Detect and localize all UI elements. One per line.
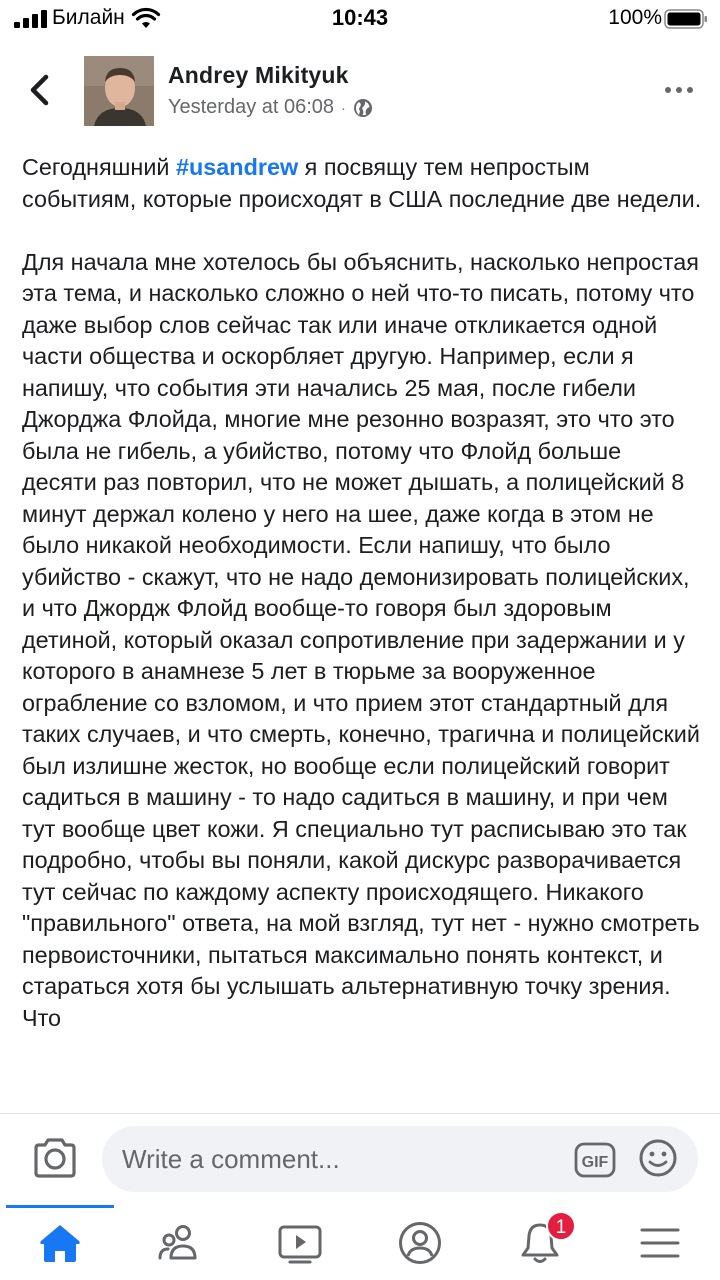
post-header (0, 46, 720, 142)
post-meta (168, 96, 373, 119)
author-name[interactable]: Andrey Mikityuk (168, 62, 349, 88)
battery-icon (664, 9, 708, 29)
gif-button[interactable] (574, 1142, 616, 1178)
comment-bar (0, 1113, 720, 1205)
more-options-icon[interactable] (664, 80, 694, 100)
carrier-name: Билайн (52, 6, 125, 29)
avatar[interactable] (84, 56, 154, 126)
avatar-image (84, 56, 154, 126)
nav-profile[interactable] (360, 1205, 480, 1280)
back-button[interactable] (24, 70, 58, 110)
nav-menu[interactable] (600, 1205, 720, 1280)
notification-badge: 1 (546, 1211, 576, 1241)
post-timestamp[interactable]: Yesterday at 06:08 (168, 96, 335, 118)
friends-icon (157, 1220, 203, 1266)
gif-label: GIF (581, 1154, 609, 1171)
post-lead-text-end: я посвящу тем непростым событиям, которые происходят в США последние две недели. (22, 154, 702, 212)
menu-icon (637, 1220, 683, 1266)
globe-icon (353, 98, 373, 118)
post-body-paragraph: Для начала мне хотелось бы объяснить, насколько непростая эта тема, и насколько сложно о ней что-то писать, потому что даже выбор слов сейчас так или иначе откликается одной части общества и оскорбляет другую. Например, если я напишу, что события эти начались 25 мая, после гибели Джорджа Флойда, многие мне резонно возразят, это что это была не гибель, а убийство, потому что Флойд больше десяти раз повторил, что не может дышать, а полицейский 8 минут держал колено у него на шее, даже когда в этом не было никакой необходимости. Если напишу, что было убийство - скажут, что не надо демонизировать полицейских, и что Джордж Флойд вообще-то говоря был здоровым детиной, который оказал сопротивление при задержании и у которого в анамнезе 5 лет в тюрьме за вооруженное ограбление со взломом, и что прием этот стандартный для таких случаев, и что смерть, конечно, трагична и полицейский был излишне жесток, но вообще если полицейский говорит садиться в машину - то надо садиться в машину, и при чем тут вообще цвет кожи. Я специально тут расписываю это так подробно, чтобы вы поняли, какой дискурс разворачивается тут сейчас по каждому аспекту происходящего. Никакого "правильного" ответа, на мой взгляд, тут нет - нужно смотреть первоисточники, пытаться максимально понять контекст, и стараться хотя бы услышать альтернативную точку зрения. Что (22, 248, 707, 1031)
camera-icon[interactable] (32, 1136, 78, 1180)
nav-friends[interactable] (120, 1205, 240, 1280)
active-tab-indicator (6, 1205, 114, 1208)
comment-placeholder: Write a comment... (122, 1144, 340, 1174)
post-lead-text: Сегодняшний (22, 154, 176, 180)
home-icon (37, 1220, 83, 1266)
profile-icon (397, 1220, 443, 1266)
battery-percent: 100% (608, 6, 662, 29)
post-text (22, 152, 707, 1112)
clock: 10:43 (331, 5, 389, 30)
nav-home[interactable] (0, 1205, 120, 1280)
bottom-nav (0, 1205, 720, 1280)
status-bar (0, 0, 720, 40)
nav-watch[interactable] (240, 1205, 360, 1280)
emoji-icon[interactable] (638, 1138, 678, 1178)
meta-separator: · (341, 99, 346, 116)
video-icon (277, 1220, 323, 1266)
nav-notifications[interactable] (480, 1205, 600, 1280)
hashtag-link[interactable]: #usandrew (175, 154, 299, 180)
